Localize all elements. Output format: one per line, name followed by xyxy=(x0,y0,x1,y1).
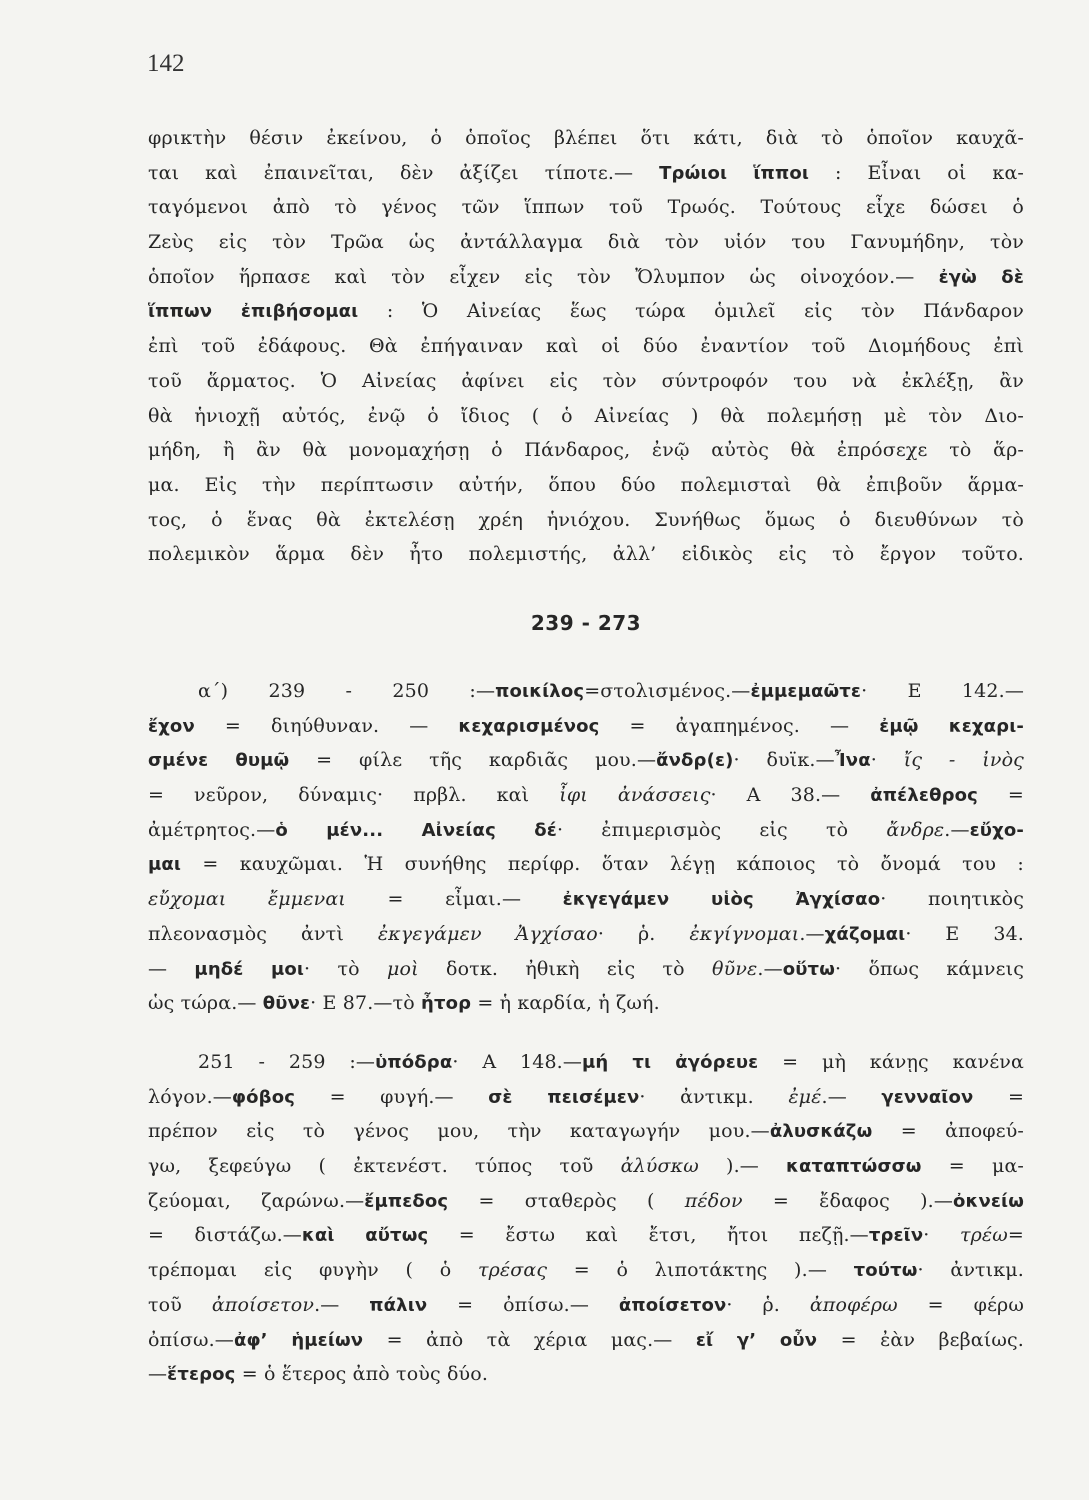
commentary-paragraph-2 xyxy=(148,674,1024,1021)
gloss-text: · Α 148.— xyxy=(452,1051,583,1073)
gloss-text: ἐπὶ τοῦ ἐδάφους. Θὰ ἐπήγαιναν καὶ οἱ δύο ἐναντίον τοῦ Διομήδους ἐπὶ xyxy=(148,335,1024,358)
gloss-text: = διηύθυναν. — xyxy=(194,714,459,737)
headword: θῦνε xyxy=(262,993,311,1015)
gloss-text: · δυϊκ.— xyxy=(733,749,835,772)
headword: εὔχο- xyxy=(969,819,1024,841)
text-line xyxy=(148,917,1024,952)
gloss-text: .— xyxy=(799,922,825,945)
headword: ἐμμεμαῶτε xyxy=(750,681,862,702)
gloss-text: ὁποῖον ἥρπασε καὶ τὸν εἶχεν εἰς τὸν Ὄλυμπον ὡς οἰνοχόον.— xyxy=(148,265,939,288)
italic-term: ἐμέ xyxy=(788,1085,822,1108)
gloss-text: πολεμικὸν ἅρμα δὲν ἦτο πολεμιστής, ἀλλ’ εἰδικὸς εἰς τὸ ἔργον τοῦτο. xyxy=(148,543,1024,566)
headword: ἀλυσκάζω xyxy=(769,1121,873,1143)
gloss-text: = ὁ ἕτερος ἀπὸ τοὺς δύο. xyxy=(235,1363,489,1386)
gloss-text: τος, ὁ ἕνας θὰ ἐκτελέσῃ χρέη ἡνιόχου. Συνήθως ὅμως ὁ διευθύνων τὸ xyxy=(148,508,1024,531)
text-line xyxy=(148,847,1024,882)
gloss-text: — xyxy=(148,957,195,980)
gloss-text: γω, ξεφεύγω ( ἐκτενέστ. τύπος τοῦ xyxy=(148,1155,621,1178)
gloss-text: α΄) 239 - 250 :— xyxy=(198,680,496,702)
headword: φόβος xyxy=(231,1086,296,1108)
gloss-text: .— xyxy=(944,818,970,841)
text-line xyxy=(148,329,1024,364)
gloss-text: λόγον.— xyxy=(148,1085,232,1108)
headword: ἔχον xyxy=(148,715,195,737)
text-line xyxy=(148,1323,1024,1358)
text-line xyxy=(148,537,1024,572)
text-line xyxy=(148,468,1024,503)
headword: εἴ γ’ οὖν xyxy=(695,1329,818,1351)
italic-term: ἀποίσετον xyxy=(211,1293,315,1316)
text-line xyxy=(148,813,1024,848)
gloss-text: = ἀπὸ τὰ χέρια μας.— xyxy=(363,1328,696,1351)
text-line xyxy=(148,1045,1024,1080)
text-line xyxy=(148,743,1024,778)
text-line xyxy=(148,190,1024,225)
gloss-text: : Εἶναι οἱ κα- xyxy=(809,161,1024,184)
text-line xyxy=(148,294,1024,329)
gloss-text: φρικτὴν θέσιν ἐκείνου, ὁ ὁποῖος βλέπει ὅτι κάτι, διὰ τὸ ὁποῖον καυχᾶ- xyxy=(148,127,1024,149)
gloss-text: · ῥ. xyxy=(597,922,690,945)
text-line xyxy=(148,1149,1024,1184)
gloss-text: · ὅπως κάμνεις xyxy=(835,957,1024,980)
gloss-text: · ἐπιμερισμὸς εἰς τὸ xyxy=(556,818,887,841)
headword: ἐγὼ δὲ xyxy=(938,266,1024,288)
gloss-text: = νεῦρον, δύναμις· πρβλ. καὶ xyxy=(148,784,560,807)
headword: καὶ αὔτως xyxy=(301,1225,429,1247)
headword: Τρώιοι ἵπποι xyxy=(659,162,810,184)
headword: ἦτορ xyxy=(421,993,472,1015)
text-line xyxy=(148,709,1024,744)
text-line xyxy=(148,156,1024,191)
gloss-text: .— xyxy=(757,957,783,980)
italic-term: πέδον xyxy=(684,1189,743,1212)
gloss-text: = μα- xyxy=(921,1155,1024,1178)
headword: τρεῖν xyxy=(868,1225,924,1247)
italic-term: ἐκγεγάμεν Ἀγχίσαο xyxy=(377,922,598,945)
gloss-text: ζεύομαι, ζαρώνω.— xyxy=(148,1189,365,1212)
text-line xyxy=(148,260,1024,295)
gloss-text: · Ε 142.— xyxy=(861,680,1024,702)
text-line xyxy=(148,952,1024,987)
headword: γενναῖον xyxy=(881,1086,974,1108)
headword: ὑπόδρα xyxy=(375,1052,453,1073)
gloss-text: = μὴ κάνῃς κανένα xyxy=(758,1051,1024,1073)
gloss-text: ταγόμενοι ἀπὸ τὸ γένος τῶν ἵππων τοῦ Τρωός. Τούτους εἶχε δώσει ὁ xyxy=(148,196,1024,219)
gloss-text: = ἀποφεύ- xyxy=(872,1120,1024,1143)
text-line xyxy=(148,399,1024,434)
headword: ἵππων ἐπιβήσομαι xyxy=(148,301,359,323)
headword: Ἶνα xyxy=(834,750,871,772)
text-line xyxy=(148,1357,1024,1392)
gloss-text: = φυγή.— xyxy=(295,1085,489,1108)
gloss-text: · xyxy=(870,749,904,772)
headword: ὀκνείω xyxy=(953,1190,1024,1212)
italic-term: ἴς - ἰνὸς xyxy=(903,749,1024,772)
page-number: 142 xyxy=(147,50,185,77)
text-line xyxy=(148,503,1024,538)
headword: ἐμῷ κεχαρι- xyxy=(879,715,1024,737)
gloss-text: πρέπον εἰς τὸ γένος μου, τὴν καταγωγήν μου.— xyxy=(148,1120,770,1143)
headword: σμένε θυμῷ xyxy=(148,750,290,772)
headword: ἄνδρ(ε) xyxy=(656,750,734,772)
gloss-text: ται καὶ ἐπαινεῖται, δὲν ἀξίζει τίποτε.— xyxy=(148,161,660,184)
gloss-text: · Ε 87.—τὸ xyxy=(310,992,422,1015)
gloss-text: .— xyxy=(821,1085,882,1108)
headword: πάλιν xyxy=(369,1294,428,1316)
gloss-text: = φέρω xyxy=(897,1293,1024,1316)
text-line xyxy=(148,1080,1024,1115)
gloss-text: = ἀγαπημένος. — xyxy=(599,714,880,737)
gloss-text: ὀπίσω.— xyxy=(148,1328,234,1351)
text-line xyxy=(148,121,1024,156)
text-line xyxy=(148,1218,1024,1253)
gloss-text: = ἔδαφος ).— xyxy=(742,1189,953,1212)
headword: ποικίλος xyxy=(495,681,585,702)
italic-term: ἶφι ἀνάσσεις xyxy=(559,784,711,807)
headword: ἀπέλεθρος xyxy=(870,785,978,807)
gloss-text: =στολισμένος.— xyxy=(584,680,751,702)
italic-term: μοὶ xyxy=(387,957,419,980)
gloss-text: τοῦ ἅρματος. Ὁ Αἰνείας ἀφίνει εἰς τὸν σύντροφόν του νὰ ἐκλέξῃ, ἂν xyxy=(148,369,1024,392)
gloss-text: · ἀντικμ. xyxy=(917,1259,1024,1282)
headword: μαι xyxy=(148,854,182,876)
commentary-paragraph-1 xyxy=(148,121,1024,572)
gloss-text: = ἡ καρδία, ἡ ζωή. xyxy=(471,992,660,1015)
text-line xyxy=(148,882,1024,917)
gloss-text: = φίλε τῆς καρδιᾶς μου.— xyxy=(289,749,657,772)
gloss-text: · Ε 34. xyxy=(905,922,1024,945)
gloss-text: ).— xyxy=(698,1155,787,1178)
gloss-text: · ἀντικμ. xyxy=(639,1085,789,1108)
text-line xyxy=(148,1114,1024,1149)
gloss-text: δοτκ. ἠθικὴ εἰς τὸ xyxy=(418,957,713,980)
gloss-text: = ὀπίσω.— xyxy=(427,1293,619,1316)
gloss-text: = xyxy=(977,784,1024,807)
italic-term: ἀλύσκω xyxy=(620,1155,699,1178)
gloss-text: τοῦ xyxy=(148,1293,212,1316)
text-line xyxy=(148,433,1024,468)
gloss-text: · xyxy=(923,1224,960,1247)
headword: ὁ μέν... Αἰνείας δέ xyxy=(275,819,557,841)
headword: καταπτώσσω xyxy=(786,1156,922,1178)
text-line xyxy=(148,986,1024,1021)
gloss-text: : Ὁ Αἰνείας ἕως τώρα ὁμιλεῖ εἰς τὸν Πάνδαρον xyxy=(358,300,1024,323)
gloss-text: = διστάζω.— xyxy=(148,1224,302,1247)
gloss-text: θὰ ἡνιοχῇ αὐτός, ἐνῷ ὁ ἴδιος ( ὁ Αἰνείας ) θὰ πολεμήσῃ μὲ τὸν Διο- xyxy=(148,404,1024,427)
gloss-text: = καυχῶμαι. Ἡ συνήθης περίφρ. ὅταν λέγῃ κάποιος τὸ ὄνομά του : xyxy=(181,853,1024,876)
headword: ἐκγεγάμεν υἱὸς Ἀγχίσαο xyxy=(562,889,881,911)
headword: χάζομαι xyxy=(824,923,906,945)
italic-term: εὔχομαι ἔμμεναι xyxy=(148,888,346,911)
italic-term: ἀποφέρω xyxy=(809,1293,898,1316)
gloss-text: Ζεὺς εἰς τὸν Τρῶα ὡς ἀντάλλαγμα διὰ τὸν υἱόν του Γανυμήδην, τὸν xyxy=(148,231,1024,254)
gloss-text: τρέπομαι εἰς φυγὴν ( ὁ xyxy=(148,1259,478,1282)
text-line xyxy=(148,225,1024,260)
gloss-text: = ὁ λιποτάκτης ).— xyxy=(547,1259,854,1282)
headword: ἀφ’ ἡμείων xyxy=(233,1329,364,1351)
italic-term: ἐκγίγνομαι xyxy=(689,922,800,945)
italic-term: τρέω xyxy=(959,1224,1008,1247)
headword: τούτω xyxy=(853,1260,918,1282)
gloss-text: = xyxy=(973,1085,1024,1108)
gloss-text: · ῥ. xyxy=(726,1293,810,1316)
gloss-text: = σταθερὸς ( xyxy=(448,1189,685,1212)
gloss-text: = ἐὰν βεβαίως. xyxy=(817,1328,1024,1351)
italic-term: τρέσας xyxy=(477,1259,548,1282)
text-line xyxy=(148,674,1024,709)
gloss-text: · Α 38.— xyxy=(710,784,871,807)
commentary-paragraph-3 xyxy=(148,1045,1024,1392)
headword: οὕτω xyxy=(782,958,835,980)
italic-term: θῦνε xyxy=(712,957,758,980)
gloss-text: μα. Εἰς τὴν περίπτωσιν αὐτήν, ὅπου δύο πολεμισταὶ θὰ ἐπιβοῦν ἅρμα- xyxy=(148,473,1024,496)
gloss-text: = ἔστω καὶ ἔτσι, ἤτοι πεζῇ.— xyxy=(428,1224,869,1247)
gloss-text: · τὸ xyxy=(304,957,388,980)
gloss-text: = εἶμαι.— xyxy=(345,888,563,911)
gloss-text: — xyxy=(148,1363,168,1386)
italic-term: ἄνδρε xyxy=(886,818,945,841)
gloss-text: 251 - 259 :— xyxy=(198,1051,376,1073)
gloss-text: · ποιητικὸς xyxy=(880,888,1024,911)
text-line xyxy=(148,1253,1024,1288)
gloss-text: = xyxy=(1007,1224,1024,1247)
headword: μή τι ἀγόρευε xyxy=(582,1052,759,1073)
text-line xyxy=(148,364,1024,399)
section-heading: 239 - 273 xyxy=(530,611,642,635)
headword: σὲ πεισέμεν xyxy=(488,1086,640,1108)
gloss-text: ἀμέτρητος.— xyxy=(148,818,276,841)
headword: ἕτερος xyxy=(167,1364,236,1386)
gloss-text: πλεονασμὸς ἀντὶ xyxy=(148,922,378,945)
headword: κεχαρισμένος xyxy=(458,715,600,737)
text-line xyxy=(148,778,1024,813)
headword: μηδέ μοι xyxy=(194,958,305,980)
headword: ἀποίσετον xyxy=(618,1294,727,1316)
headword: ἔμπεδος xyxy=(364,1190,449,1212)
text-line xyxy=(148,1288,1024,1323)
gloss-text: .— xyxy=(314,1293,370,1316)
gloss-text: μήδη, ἢ ἂν θὰ μονομαχήσῃ ὁ Πάνδαρος, ἐνῷ αὐτὸς θὰ ἐπρόσεχε τὸ ἅρ- xyxy=(148,439,1024,462)
text-line xyxy=(148,1184,1024,1219)
gloss-text: ὡς τώρα.— xyxy=(148,992,263,1015)
